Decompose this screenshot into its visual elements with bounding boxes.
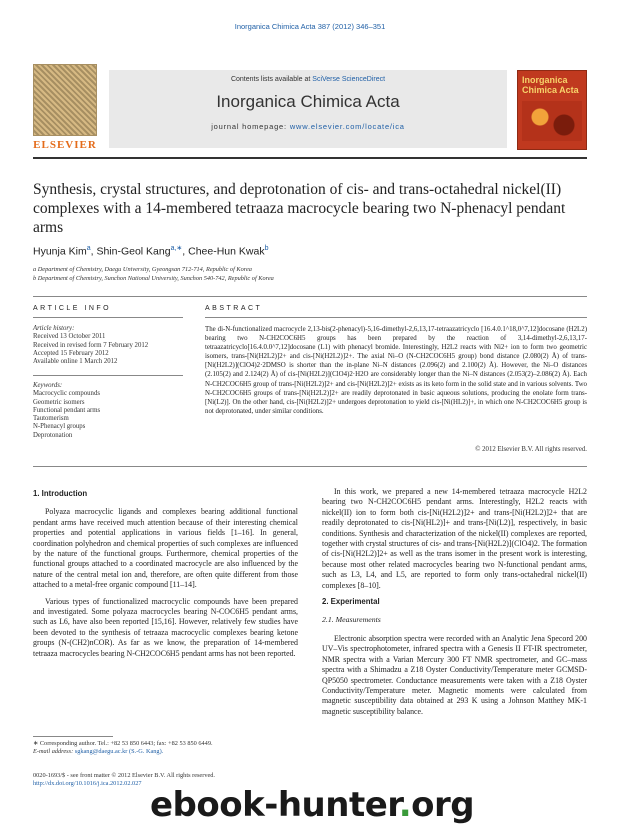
author-list: Hyunja Kim$^a$, Shin-Geol Kang$^{a,∗}$, Chee-Hun Kwak$^b$: [33, 245, 269, 258]
homepage-link[interactable]: www.elsevier.com/locate/ica: [289, 122, 405, 131]
keyword: Deprotonation: [33, 431, 73, 439]
keyword: N-Phenacyl groups: [33, 423, 86, 431]
author-affiliation-mark[interactable]: b: [264, 245, 269, 252]
masthead-rule: [33, 157, 587, 159]
author-affiliation-mark[interactable]: a: [86, 245, 91, 252]
subsection-heading: 2.1. Measurements: [322, 615, 381, 625]
journal-homepage: journal homepage: www.elsevier.com/locate/ica: [211, 122, 405, 131]
article-history: [33, 325, 183, 366]
journal-masthead: [33, 64, 587, 154]
footnote: [33, 740, 298, 756]
history-label: Article history:: [33, 325, 75, 332]
running-head: Inorganica Chimica Acta 387 (2012) 346–351: [234, 22, 386, 31]
journal-banner: [109, 70, 507, 148]
doi-link[interactable]: http://dx.doi.org/10.1016/j.ica.2012.02.027: [33, 780, 142, 787]
keyword: Macrocyclic compounds: [33, 390, 101, 398]
paragraph: Polyaza macrocyclic ligands and complexes bearing additional functional pendant arms have received much attention because of their interesting chemical properties and potential applications in various fields [1–16]. In general, coordination polyhedron and chemical properties of such complexes are influenced by the nature of the functional groups. Furthermore, chemical properties of the functional groups attached to a coordinated macrocycle are also influenced by the nature of the central metal ion and, therefore, are often quite different from those attached to a metal-free organic compound [11–14].: [33, 507, 298, 590]
journal-cover[interactable]: [517, 70, 587, 150]
keyword: Geometric isomers: [33, 398, 85, 406]
paragraph: In this work, we prepared a new 14-membered tetraaza macrocycle H2L2 bearing two N-CH2COC6H5 pendant arms. Interestingly, H2L2 reacts with nickel(II) ion to form both cis-[Ni(H2L2)]2+ and trans-[Ni(H2L2)]2+ that are readily deprotonated to cis-[Ni(HL2)]+ and trans-[Ni(L2)], respectively, in basic conditions. Synthesis and characterization of the nickel(II) complexes are reported, together with crystal structures of cis- and trans-[Ni(H2L2)](ClO4)2. The formation of cis-[Ni(H2L2)]2+ as well as the trans isomer in the present work is interesting, because most other related macrocycles bearing two N-functional pendant arms, such as L3, L4, and L5, are reported to form only trans-octahedral nickel(II) complexes [8–10].: [322, 487, 587, 590]
author-name[interactable]: Hyunja Kim: [33, 245, 87, 258]
sciencedirect-link[interactable]: SciVerse ScienceDirect: [312, 76, 386, 83]
issn-line: 0020-1693/$ - see front matter © 2012 Elsevier B.V. All rights reserved.: [33, 772, 215, 779]
keyword: Functional pendant arms: [33, 406, 101, 414]
elsevier-logo[interactable]: [33, 64, 97, 152]
article-title: Synthesis, crystal structures, and deprotonation of cis- and trans-octahedral nickel(II) complexes with a 14-membered tetraaza macrocycle bearing two N-phenacyl pendant arms: [33, 181, 566, 236]
keyword: Tautomerism: [33, 415, 69, 423]
divider: [33, 375, 183, 376]
history-item: Received in revised form 7 February 2012: [33, 341, 149, 349]
email-link[interactable]: sgkang@daegu.ac.kr (S.-G. Kang).: [74, 748, 164, 755]
footnote-rule: [33, 736, 113, 737]
history-item: Accepted 15 February 2012: [33, 349, 109, 357]
abstract-text: The di-N-functionalized macrocycle 2,13-bis(2-phenacyl)-5,16-dimethyl-2,6,13,17-tetraazatricyclo [16.4.0.1^18,0^7,12]docosane (H2L2) bearing two N-CH2COC6H5 groups has been prepared by the reaction of 3,14-dimethyl-2,6,13,17-tetraazatricyclo[16.4.0.0^7,12]docosane (L1) with phenacyl bromide. Interestingly, H2L2 reacts with Ni2+ ion to form two geometric isomers, trans-[Ni(H2L2)]2+ and cis-[Ni(H2L2)]2+. The axial Ni–O (N-CH2COC6H5 group) bond distance (2.080(2) Å) of trans-[Ni(H2L2)](ClO4)2·2DMSO is shorter than the in-plane Ni–N distances (2.096(2) and 2.100(2) Å). However, the Ni–O distances (2.105(2) and 2.124(2) Å) of cis-[Ni(H2L2)](ClO4)2·H2O are considerably longer than the Ni–N distances (2.053(2)–2.086(2) Å). Each N-CH2COC6H5 group of trans-[Ni(H2L2)]2+ and cis-[Ni(H2L2)]2+ exists as its keto form in the solid state and in various solvents. Two N-CH2COC6H5 groups of trans-[Ni(H2L2)]2+ are readily deprotonated in basic aqueous solutions, producing the enolate form trans-[Ni(L2)]. On the other hand, cis-[Ni(H2L2)]2+ undergoes deprotonation to yield cis-[Ni(HL2)]+, in which one N-CH2COC6H5 group is not deprotonated, under similar conditions.: [205, 326, 587, 415]
left-column: [33, 487, 298, 665]
section-heading: 2. Experimental: [322, 597, 380, 607]
elsevier-wordmark: ELSEVIER: [33, 139, 97, 151]
email-line: E-mail address: sgkang@daegu.ac.kr (S.-G. Kang).: [33, 748, 164, 755]
history-item: Received 13 October 2011: [33, 333, 106, 341]
journal-name: Inorganica Chimica Acta: [216, 92, 400, 111]
author-name[interactable]: Chee-Hun Kwak: [188, 245, 265, 258]
copyright-notice: © 2012 Elsevier B.V. All rights reserved.: [475, 446, 587, 453]
paragraph: Electronic absorption spectra were recorded with an Analytic Jena Specord 200 UV–Vis spectrophotometer, infrared spectra with a Genesis II FT-IR spectrometer, NMR spectra with a Varian Mercury 300 FT NMR spectrometer, and GC–mass spectra with a Shimadzu a Z18 Oyster Conductivity/Temperature meter GCMSD-QP5050 spectrometer. Conductance measurements were taken with a Z18 Oyster Conductivity/Temperature meter. Magnetic moments were calculated from magnetic susceptibility data obtained at 293 K using a Johnson Matthey MK-1 magnetic susceptibility balance.: [322, 633, 587, 716]
divider: [205, 317, 587, 318]
cover-art-image: [522, 101, 582, 141]
affiliation: a Department of Chemistry, Daegu University, Gyeongsan 712-714, Republic of Korea: [33, 266, 252, 273]
cover-title: Inorganica Chimica Acta: [522, 75, 579, 95]
right-column: [322, 487, 587, 723]
keywords: [33, 382, 183, 440]
divider: [33, 296, 587, 297]
article-info-heading: ARTICLE INFO: [33, 305, 112, 312]
elsevier-tree-icon: [33, 64, 97, 136]
keywords-label: Keywords:: [33, 382, 63, 389]
affiliation: b Department of Chemistry, Sunchon National University, Sunchon 540-742, Republic of Korea: [33, 275, 274, 282]
divider: [33, 317, 183, 318]
watermark: ebook-hunter.org: [150, 785, 475, 825]
history-item: Available online 1 March 2012: [33, 358, 118, 366]
author-affiliation-mark[interactable]: a,∗: [170, 245, 183, 252]
corresponding-author: ∗ Corresponding author. Tel.: +82 53 850 6443; fax: +82 53 850 6449.: [33, 740, 213, 747]
divider: [33, 466, 587, 467]
paragraph: Various types of functionalized macrocyclic compounds have been prepared and investigated. Some polyaza macrocycles bearing N-COC6H5 pendant arms, such as L6, have also been reported [15,16]. However, relatively few studies have been devoted to the synthesis of tetraaza macrocyclic complexes bearing ketone groups (N-(CH2)nCOR). As far as we know, the preparation of 14-membered tetraaza macrocycles bearing N-CH2COC6H5 pendant arms has not been reported.: [33, 596, 298, 658]
author-name[interactable]: Shin-Geol Kang: [96, 245, 171, 258]
section-heading: 1. Introduction: [33, 489, 88, 498]
abstract-heading: ABSTRACT: [205, 305, 263, 312]
contents-line: Contents lists available at SciVerse ScienceDirect: [230, 76, 386, 83]
